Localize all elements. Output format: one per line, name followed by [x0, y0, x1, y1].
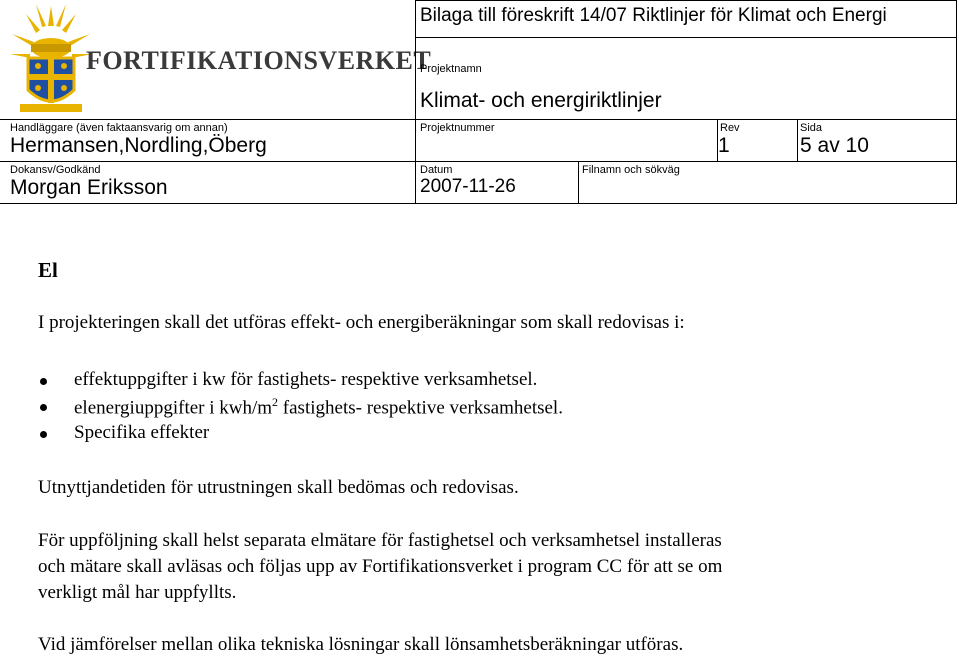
paragraph-line: verkligt mål har uppfyllts.: [38, 582, 237, 603]
section-heading: El: [38, 258, 58, 282]
rev-value: 1: [718, 134, 730, 157]
paragraph-line: och mätare skall avläsas och följas upp av Fortifikationsverket i program CC för att se om: [38, 556, 723, 577]
filnamn-label: Filnamn och sökväg: [582, 164, 680, 176]
header-divider: [797, 119, 798, 161]
sida-label: Sida: [800, 122, 823, 134]
rev-label: Rev: [720, 122, 740, 134]
handlaggare-value: Hermansen,Nordling,Öberg: [10, 134, 267, 157]
logo-wordmark: FORTIFIKATIONSVERKET: [86, 46, 432, 75]
bullet-icon: [40, 404, 47, 411]
bullet-icon: [40, 431, 47, 438]
header-divider: [415, 0, 957, 1]
document-title: Bilaga till föreskrift 14/07 Riktlinjer för Klimat och Energi: [420, 5, 887, 26]
header-divider: [0, 203, 957, 204]
list-item-text: fastighets- respektive verksamhetsel.: [278, 397, 563, 419]
list-item: effektuppgifter i kw för fastighets- respektive verksamhetsel.: [74, 369, 538, 390]
projektnamn-label: Projektnamn: [420, 63, 482, 75]
paragraph: Vid jämförelser mellan olika tekniska lösningar skall lönsamhetsberäkningar utföras.: [38, 634, 684, 655]
sida-value: 5 av 10: [800, 134, 869, 157]
header-divider: [415, 37, 957, 38]
intro-paragraph: I projekteringen skall det utföras effekt- och energiberäkningar som skall redovisas i:: [38, 312, 685, 333]
bullet-icon: [40, 378, 47, 385]
fortifikationsverket-logo: [0, 0, 432, 120]
crest-icon: [6, 4, 96, 118]
datum-label: Datum: [420, 164, 453, 176]
header-divider: [578, 161, 579, 203]
dokansv-label: Dokansv/Godkänd: [10, 164, 101, 176]
list-item: [74, 395, 563, 419]
list-item-text: elenergiuppgifter i kwh/m: [74, 397, 273, 419]
superscript: 2: [272, 395, 279, 409]
paragraph-line: För uppföljning skall helst separata elmätare för fastighetsel och verksamhetsel installeras: [38, 530, 722, 551]
header-divider: [0, 161, 957, 162]
list-item: Specifika effekter: [74, 422, 210, 443]
dokansv-value: Morgan Eriksson: [10, 176, 168, 199]
header-divider: [956, 0, 957, 203]
datum-value: 2007-11-26: [420, 176, 516, 197]
header-divider: [0, 119, 957, 120]
handlaggare-label: Handläggare (även faktaansvarig om annan): [10, 122, 228, 134]
projektnamn-value: Klimat- och energiriktlinjer: [420, 89, 662, 112]
header-divider: [415, 0, 416, 203]
projektnummer-label: Projektnummer: [420, 122, 495, 134]
paragraph: Utnyttjandetiden för utrustningen skall bedömas och redovisas.: [38, 477, 519, 498]
